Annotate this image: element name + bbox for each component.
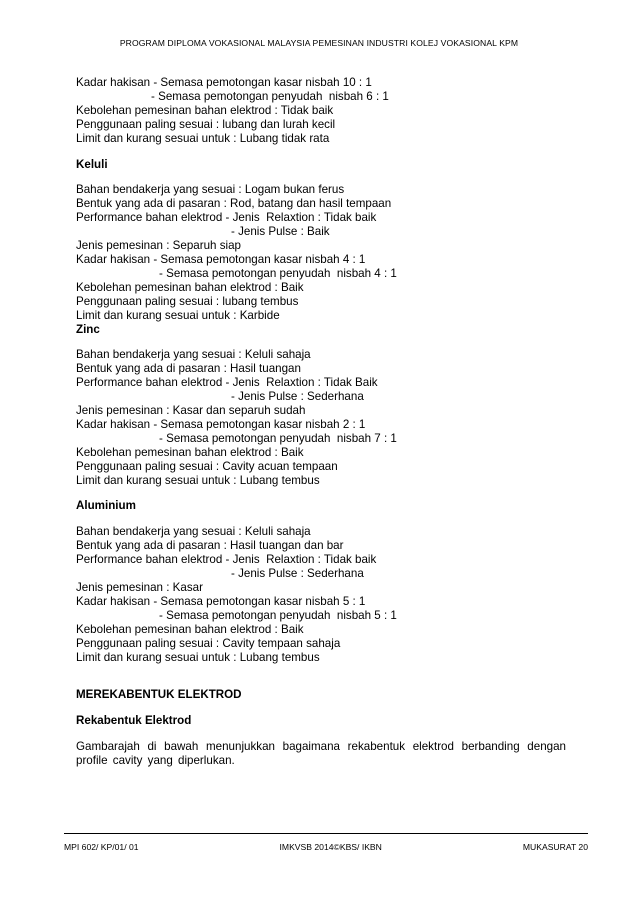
text-line: - Jenis Pulse : Sederhana bbox=[231, 567, 364, 581]
text-line: Kebolehan pemesinan bahan elektrod : Baik bbox=[76, 622, 304, 636]
text-line: Penggunaan paling sesuai : Cavity acuan tempaan bbox=[76, 459, 338, 473]
body-paragraph: Gambarajah di bawah menunjukkan bagaimana rekabentuk elektrod berbanding dengan profile cavity yang diperlukan. bbox=[76, 740, 566, 768]
section-heading-aluminium: Aluminium bbox=[76, 499, 136, 513]
page-footer bbox=[64, 842, 588, 852]
text-line: Limit dan kurang sesuai untuk : Lubang tidak rata bbox=[76, 131, 330, 145]
section-heading-keluli: Keluli bbox=[76, 157, 108, 171]
text-line: Bentuk yang ada di pasaran : Hasil tuangan dan bar bbox=[76, 539, 344, 553]
text-line: Kadar hakisan - Semasa pemotongan kasar nisbah 2 : 1 bbox=[76, 417, 366, 431]
text-line: Bahan bendakerja yang sesuai : Keluli sahaja bbox=[76, 525, 311, 539]
page-header: PROGRAM DIPLOMA VOKASIONAL MALAYSIA PEMESINAN INDUSTRI KOLEJ VOKASIONAL KPM bbox=[119, 38, 519, 48]
text-line: Penggunaan paling sesuai : lubang dan lurah kecil bbox=[76, 117, 336, 131]
section-heading-zinc: Zinc bbox=[76, 322, 100, 336]
text-line: Performance bahan elektrod - Jenis Relaxtion : Tidak baik bbox=[76, 211, 377, 225]
text-line: Penggunaan paling sesuai : lubang tembus bbox=[76, 294, 299, 308]
footer-doc-code: MPI 602/ KP/01/ 01 bbox=[64, 842, 139, 852]
text-line: Penggunaan paling sesuai : Cavity tempaan sahaja bbox=[76, 636, 341, 650]
text-line: Performance bahan elektrod - Jenis Relaxtion : Tidak baik bbox=[76, 553, 377, 567]
text-line: Limit dan kurang sesuai untuk : Karbide bbox=[76, 308, 280, 322]
text-line: Limit dan kurang sesuai untuk : Lubang tembus bbox=[76, 473, 320, 487]
text-line: Bentuk yang ada di pasaran : Hasil tuangan bbox=[76, 362, 301, 376]
text-line: - Semasa pemotongan penyudah nisbah 7 : 1 bbox=[159, 431, 397, 445]
text-line: - Jenis Pulse : Baik bbox=[231, 225, 330, 239]
section-title: MEREKABENTUK ELEKTROD bbox=[76, 688, 242, 702]
text-line: Jenis pemesinan : Kasar bbox=[76, 581, 203, 594]
text-line: Bahan bendakerja yang sesuai : Keluli sahaja bbox=[76, 348, 311, 362]
text-line: Bahan bendakerja yang sesuai : Logam bukan ferus bbox=[76, 183, 345, 197]
text-line: Kadar hakisan - Semasa pemotongan kasar nisbah 5 : 1 bbox=[76, 594, 366, 608]
text-line: Jenis pemesinan : Kasar dan separuh sudah bbox=[76, 404, 306, 418]
text-line: - Jenis Pulse : Sederhana bbox=[231, 390, 364, 404]
text-line: Kadar hakisan - Semasa pemotongan kasar nisbah 4 : 1 bbox=[76, 252, 366, 266]
text-line: Performance bahan elektrod - Jenis Relaxtion : Tidak Baik bbox=[76, 376, 378, 390]
text-line: - Semasa pemotongan penyudah nisbah 6 : 1 bbox=[151, 89, 389, 103]
document-body bbox=[76, 76, 566, 768]
text-line: - Semasa pemotongan penyudah nisbah 4 : 1 bbox=[159, 266, 397, 280]
footer-page-number: MUKASURAT 20 bbox=[522, 842, 588, 852]
text-line: Kebolehan pemesinan bahan elektrod : Baik bbox=[76, 445, 304, 459]
text-line: Kebolehan pemesinan bahan elektrod : Tidak baik bbox=[76, 103, 334, 117]
text-line: Bentuk yang ada di pasaran : Rod, batang dan hasil tempaan bbox=[76, 197, 392, 211]
text-line: Jenis pemesinan : Separuh siap bbox=[76, 239, 241, 253]
text-line: Kebolehan pemesinan bahan elektrod : Baik bbox=[76, 280, 304, 294]
text-line: Kadar hakisan - Semasa pemotongan kasar nisbah 10 : 1 bbox=[76, 76, 372, 89]
footer-divider bbox=[64, 833, 588, 834]
footer-copyright: IMKVSB 2014©KBS/ IKBN bbox=[279, 842, 382, 852]
text-line: Limit dan kurang sesuai untuk : Lubang tembus bbox=[76, 650, 320, 664]
section-subtitle: Rekabentuk Elektrod bbox=[76, 714, 192, 728]
text-line: - Semasa pemotongan penyudah nisbah 5 : 1 bbox=[159, 608, 397, 622]
